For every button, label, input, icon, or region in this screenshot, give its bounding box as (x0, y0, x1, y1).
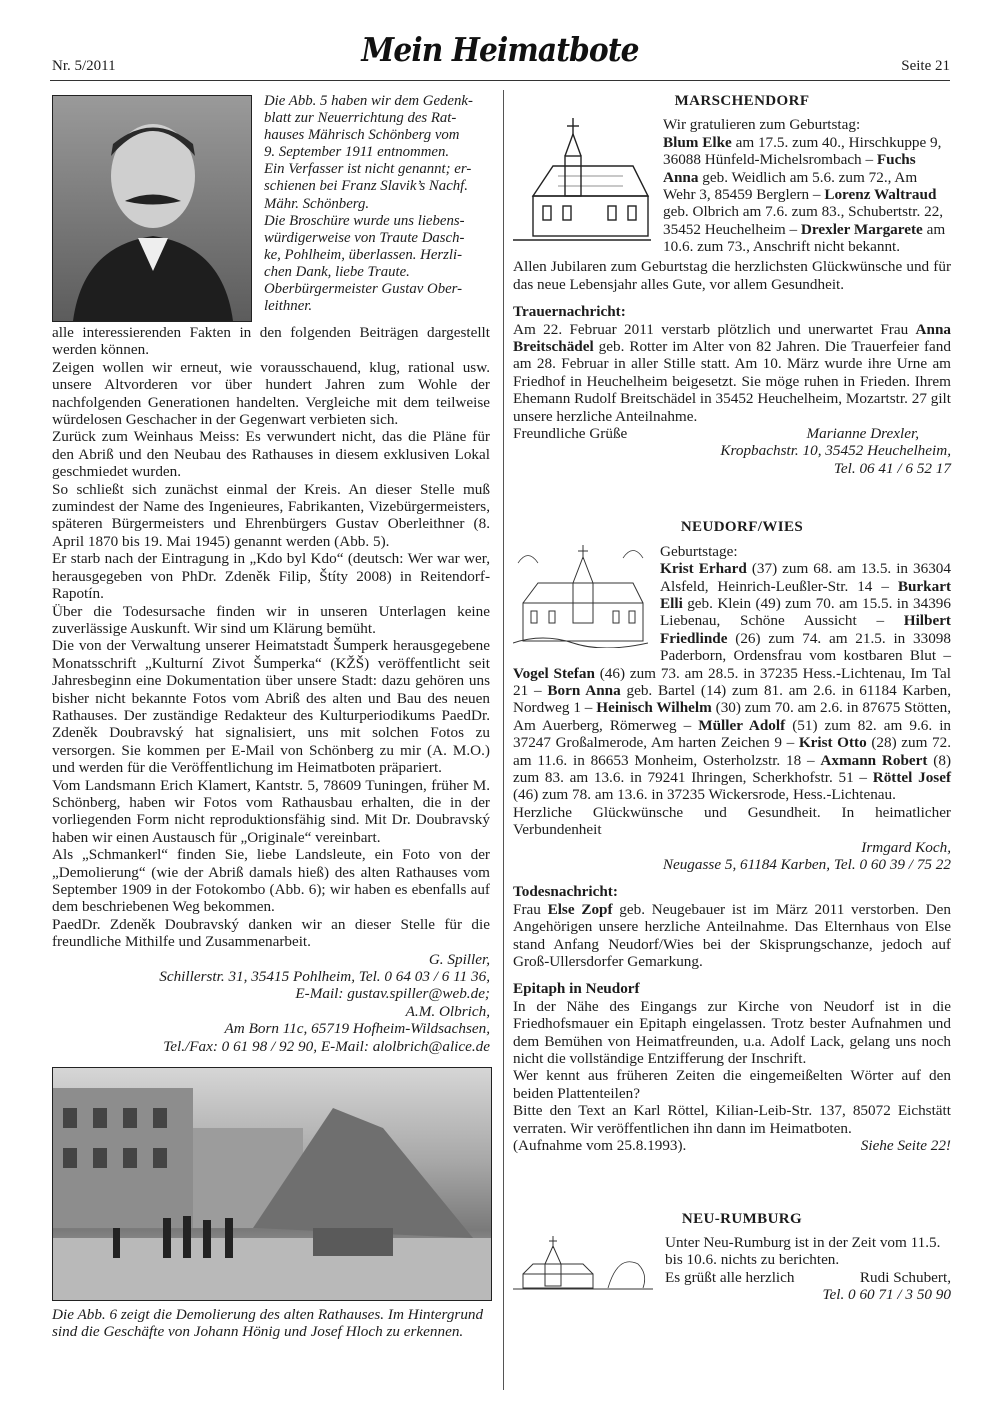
signature-email: E-Mail: gustav.spiller@web.de; (295, 985, 490, 1003)
see-page-reference[interactable]: Siehe Seite 22! (860, 1137, 951, 1155)
greeting: Freundliche Grüße (513, 425, 628, 443)
notice-text: geb. Neugebauer ist im März 2011 verstorben. Den Angehörigen unsere herzliche Anteilnahme. Das Elternhaus von Else stand Anfang Neudorf/Wies bei der Skisprungschanze, jedoch auf Groß-Ullersdorfer Gemarkung. (513, 900, 951, 971)
epitaph-footer (513, 1137, 951, 1154)
paragraph: Vom Landsmann Erich Klamert, Kantstr. 5, 78609 Tuningen, früher M. Schönberg, haben wir Fotos vom Rathausbau erhalten, die in der vorliegenden Form nicht reproduktionsfähig sind. Mit Dr. Doubravský haben wir einen Austausch für „Originale“ vereinbart. (52, 776, 490, 846)
notice-text: Am 22. Februar 2011 verstarb plötzlich und unerwartet Frau (513, 320, 916, 338)
person-details: (46) zum 78. am 13.6. in 37235 Wickersrode, Hess.-Lichtenau. (513, 786, 896, 804)
person-details: (37) zum 68. am 13.5. in 36304 Alsfeld, Heinrich-Leußler-Str. 14 – (660, 560, 951, 595)
birthday-intro: Geburtstage: (660, 542, 738, 560)
signature-name: G. Spiller, (428, 950, 490, 968)
caption-line: Ein Verfasser ist nicht genannt; er- (264, 161, 472, 178)
paragraph: alle interessierenden Fakten in den folgenden Beiträgen dargestellt werden können. (52, 324, 490, 359)
signature-line: Am Born 11c, 65719 Hofheim-Wildsachsen, (224, 1020, 490, 1038)
epitaph-paragraph: Wer kennt aus früheren Zeiten die eingemeißelten Wörter auf den beiden Plattenteilen? (513, 1067, 951, 1102)
person-details: am 10.6. zum 73., Anschrift nicht bekannt. (663, 220, 946, 256)
caption-line: hauses Mährisch Schönberg vom (264, 127, 460, 144)
caption-line: Oberbürgermeister Gustav Ober- (264, 281, 463, 298)
mourning-notice (513, 321, 951, 425)
caption-line: schienen bei Franz Slavik’s Nachf. (264, 178, 468, 195)
person-name: Hilbert Friedlinde (660, 612, 951, 647)
section-title-neu-rumburg: NEU-RUMBURG (681, 1210, 803, 1227)
mourning-title: Trauernachricht: (513, 303, 626, 321)
signature-name: Rudi Schubert, (859, 1268, 951, 1286)
demolition-photo (52, 1067, 492, 1301)
person-details: (8) zum 83. am 13.6. in 79241 Ihringen, Scherkhofstr. 51 – (513, 751, 951, 786)
paragraph: Über die Todesursache finden wir in unseren Unterlagen keine zuverlässige Auskunft. Wir sind um Klärung bemüht. (52, 602, 490, 637)
section-title-neudorf: NEUDORF/WIES (680, 519, 804, 536)
person-name: Blum Elke (663, 133, 732, 151)
paragraph: Er starb nach der Eintragung in „Kdo byl Kdo“ (deutsch: Wer war wer, herausgegeben von PhDr. Zdeněk Filip, Štíty 2008) in Reitendorf-Rapotín. (52, 550, 490, 603)
masthead-title: Mein Heimatbote (361, 30, 639, 69)
article-body (52, 324, 490, 1055)
church-sketch-marschendorf (513, 116, 651, 254)
person-details: (51) zum 82. am 9.6. in 37247 Großalmerode, Am harten Zeichen 9 – (513, 716, 952, 752)
neu-rumburg-notice (513, 1234, 951, 1304)
person-name: Krist Erhard (660, 560, 747, 578)
page-number: Seite 21 (901, 58, 950, 74)
epitaph-title: Epitaph in Neudorf (513, 980, 640, 998)
person-name: Röttel Josef (872, 768, 951, 786)
column-divider (503, 90, 504, 1390)
portrait-photo-oberleithner (52, 95, 252, 322)
notice-text: Frau (513, 900, 548, 918)
caption-line: Die Abb. 5 haben wir dem Gedenk- (264, 93, 473, 109)
person-details: (26) zum 74. am 21.5. in 33098 Paderborn, Ordensfrau vom kostbaren Blut – (660, 629, 951, 665)
neu-rumburg-text: Unter Neu-Rumburg ist in der Zeit vom 11.5. bis 10.6. nichts zu berichten. (665, 1233, 941, 1269)
person-name: Krist Otto (798, 734, 867, 752)
signature-line: Schillerstr. 31, 35415 Pohlheim, Tel. 0 64 03 / 6 11 36, (159, 968, 490, 986)
signature-name: Marianne Drexler, (806, 425, 919, 443)
caption-line: 9. September 1911 entnommen. (264, 144, 450, 161)
church-sketch-neu-rumburg (513, 1234, 653, 1292)
paragraph: Zurück zum Weinhaus Meiss: Es verwundert nicht, das die Pläne für den Abriß und den Neubau des Rathauses in diesem exklusiven Lokal geschmiedet wurden. (52, 428, 490, 481)
signature-phone: Tel. 06 41 / 6 52 17 (833, 459, 951, 477)
caption-line: blatt zur Neuerrichtung des Rat- (264, 110, 457, 127)
left-column (52, 0, 490, 1341)
deceased-name: Anna Breitschädel (513, 320, 951, 356)
issue-number: Nr. 5/2011 (52, 58, 116, 74)
person-details: (28) zum 72. am 11.6. in 86653 Monheim, Osterholzstr. 18 – (513, 734, 952, 769)
caption-line: chen Dank, liebe Traute. (264, 263, 410, 280)
person-details: (46) zum 73. am 28.5. in 37235 Hess.-Lichtenau, Im Tal 21 – (513, 664, 951, 699)
epitaph-paragraph: In der Nähe des Eingangs zur Kirche von Neudorf ist in die Friedhofsmauer ein Epitaph eingelassen. Trotz bester Aufnahmen und dem Bemühen von Heimatfreunden, u.a. Adolf Lack, gelang uns noch nicht die vollständige Entzifferung der Inschrift. (513, 997, 951, 1068)
person-name: Axmann Robert (820, 751, 928, 769)
person-name: Burkart Elli (660, 577, 951, 612)
person-name: Vogel Stefan (513, 664, 595, 682)
photo-date: (Aufnahme vom 25.8.1993). (513, 1137, 687, 1155)
paragraph: So schließt sich zunächst einmal der Kreis. An dieser Stelle muß zumindest der Name des Ingenieures, Fabrikanten, Vizebürgermeisters, späteren Bürgermeisters und Ehrenbürgers Gustav Oberleithner (8. April 1870 bis 19. Mai 1945) genannt werden (Abb. 5). (52, 480, 490, 550)
person-name: Heinisch Wilhelm (596, 699, 712, 717)
church-sketch-neudorf (513, 543, 648, 648)
section-title-marschendorf: MARSCHENDORF (674, 93, 810, 109)
demolition-illustration (53, 1068, 491, 1300)
caption-line: Die Broschüre wurde uns liebens- (264, 212, 465, 229)
right-column (513, 0, 951, 1304)
paragraph: Zeigen wollen wir erneut, wie vorausschauend, klug, rational usw. unsere Altvorderen vor über hundert Jahren zum Wohle der nachfolgenden Generationen handelten. Vergleiche mit dem teilweise würdelosen Geschacher in der Gegenwart verbieten sich. (52, 358, 490, 429)
portrait-illustration (53, 96, 251, 321)
deceased-name: Else Zopf (547, 900, 613, 918)
person-details: geb. Weidlich am 5.6. zum 72., Am Wehr 3, 85459 Berglern – (663, 168, 918, 204)
signature-line: Tel./Fax: 0 61 98 / 92 90, E-Mail: alolbrich@alice.de (163, 1037, 490, 1055)
signature-name: Irmgard Koch, (861, 838, 951, 856)
signature-address: Kropbachstr. 10, 35452 Heuchelheim, (720, 442, 951, 460)
caption-line: würdigerweise von Traute Dasch- (264, 229, 465, 246)
thanks-paragraph: PaedDr. Zdeněk Doubravský danken wir an dieser Stelle für die freundliche Mithilfe und Zusammenarbeit. (52, 915, 490, 951)
caption-line: leithner. (264, 298, 313, 315)
signature-phone: Tel. 0 60 71 / 3 50 90 (822, 1286, 951, 1304)
notice-text: geb. Rotter im Alter von 82 Jahren. Die Trauerfeier fand am 28. Februar in aller Stille statt. Am 10. März wurde ihre Urne am Friedhof in Heuchelheim beigesetzt. Sie möge ruhen in Frieden. Ihrem Ehemann Rudolf Breitschädel in 35452 Heuchelheim, Mozartstr. 27 gilt unsere herzliche Anteilnahme. (513, 338, 951, 425)
signature-name: A.M. Olbrich, (405, 1002, 490, 1020)
signature-address: Neugasse 5, 61184 Karben, Tel. 0 60 39 / 75 22 (662, 856, 951, 873)
birthday-intro: Wir gratulieren zum Geburtstag: (663, 116, 861, 134)
person-details: (30) zum 70. am 2.6. in 87675 Stötten, Am Auerberg, Römerweg – (513, 699, 951, 734)
person-details: geb. Olbrich am 7.6. zum 83., Schubertstr. 22, 35452 Heuchelheim – (663, 203, 944, 238)
person-details: geb. Klein (49) zum 70. am 15.5. in 34396 Liebenau, Schöne Aussicht – (660, 594, 951, 630)
birthday-wishes: Herzliche Glückwünsche und Gesundheit. In heimatlicher Verbundenheit (513, 803, 951, 839)
person-name: Fuchs Anna (663, 151, 916, 186)
person-details: am 17.5. zum 40., Hirschkuppe 9, 36088 Hünfeld-Michelsrombach – (663, 133, 942, 169)
greeting: Es grüßt alle herzlich (665, 1268, 795, 1286)
death-notice-title: Todesnachricht: (513, 883, 618, 901)
portrait-block (52, 95, 490, 322)
caption-line: ke, Pohlheim, überlassen. Herzli- (264, 246, 463, 263)
portrait-caption (264, 93, 473, 322)
person-name: Born Anna (547, 681, 621, 699)
photo-caption: Die Abb. 6 zeigt die Demolierung des alten Rathauses. Im Hintergrund sind die Geschäfte von Johann Hönig und Josef Hloch zu erkennen. (52, 1306, 484, 1341)
birthday-wishes: Allen Jubilaren zum Geburtstag die herzlichsten Glückwünsche und für das neue Lebensjahr alles Gute, vor allem Gesundheit. (513, 258, 951, 293)
person-name: Müller Adolf (698, 716, 786, 734)
person-name: Drexler Margarete (800, 220, 923, 238)
epitaph-paragraph: Bitte den Text an Karl Röttel, Kilian-Leib-Str. 137, 85072 Eichstätt verraten. Wir veröffentlichen ihn dann im Heimatboten. (513, 1102, 951, 1137)
death-notice (513, 901, 951, 971)
marschendorf-birthdays (513, 116, 951, 258)
person-details: geb. Bartel (14) zum 81. am 2.6. in 61184 Karben, Nordweg 1 – (513, 681, 951, 717)
caption-line: Mähr. Schönberg. (264, 195, 370, 212)
signature-row (665, 1269, 951, 1286)
signature-row (513, 425, 951, 442)
neudorf-birthdays (513, 543, 951, 804)
paragraph: Als „Schmankerl“ finden Sie, liebe Landsleute, ein Foto von der „Demolierung“ (wie der Abriß damals hieß) des alten Rathauses vom September 1909 in der Fotokombo (Abb. 6); wir haben es ebenfalls auf dem beschriebenen Weg bekommen. (52, 846, 490, 916)
person-name: Lorenz Waltraud (824, 186, 937, 204)
paragraph: Die von der Verwaltung unserer Heimatstadt Šumperk herausgegebene Monatsschrift „Kulturní Zivot Šumperka“ (KŽŠ) veröffentlicht seit Jahresbeginn eine Dokumentation über unsere Stadt: dazu gehören uns bisher nicht bekannte Fotos vom Abriß des alten und Bau des neuen Rathauses. Der zuständige Redakteur des Kulturperiodikums PaedDr. Zdeněk Doubravský hat signalisiert, uns mit solchen Fotos zu versorgen. Sie kommen per E-Mail von Schönberg zu mir (A. M.O.) und werden für die Veröffentlichung im Heimatboten präpariert. (52, 637, 490, 777)
